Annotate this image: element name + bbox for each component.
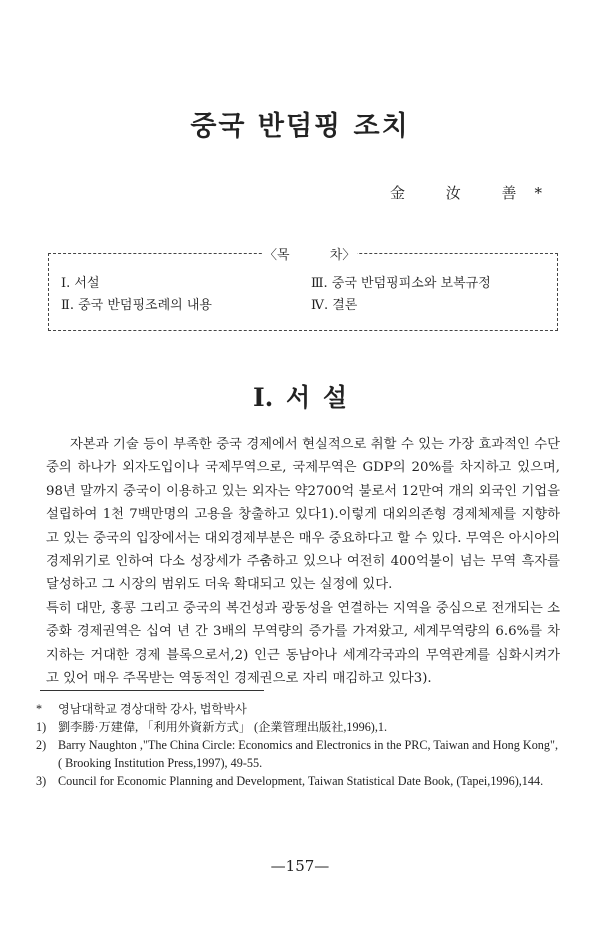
toc-item-4: Ⅳ. 결론 [311, 298, 358, 313]
footnote-divider [40, 690, 264, 691]
body-text [46, 433, 560, 690]
toc-item-2: Ⅱ. 중국 반덤핑조례의 내용 [61, 298, 212, 313]
footnote-text: 영남대학교 경상대학 강사, 법학박사 [58, 702, 247, 716]
page-title: 중국 반덤핑 조치 [190, 111, 410, 142]
page-number: —157— [270, 857, 330, 875]
footnote [36, 700, 562, 718]
footnote-mark: 2) [36, 738, 47, 752]
section-title: I. 서 설 [252, 383, 348, 412]
footnote [36, 772, 562, 790]
footnote-text: Council for Economic Planning and Development, Taiwan Statistical Date Book, (Tapei,1996),144. [58, 774, 544, 788]
paragraph-1: 자본과 기술 등이 부족한 중국 경제에서 현실적으로 취할 수 있는 가장 효과적인 수단중의 하나가 외자도입이나 국제무역으로, 국제무역은 GDP의 20%를 차지하고 있으며, 98년 말까지 중국이 이용하고 있는 외자는 약2700억 불로서 12만여 개의 외국인 기업을 설립하여 1천 7백만명의 고용을 창출하고 있다1).이렇게 대외의존형 경제체제를 지향하고 있는 중국의 입장에서는 대외경제부분은 매우 중요하다고 할 수 있다. 무역은 아시아의 경제위기로 인하여 다소 성장세가 주춤하고 있으나 여전히 400억불이 넘는 무역 흑자를 달성하고 그 시장의 범위도 더욱 확대되고 있는 실정에 있다. [46, 437, 560, 593]
author: 金 汝 善* [389, 184, 560, 202]
toc-item-1: Ⅰ. 서설 [61, 276, 100, 291]
footnote-mark: * [36, 702, 43, 716]
table-of-contents [48, 253, 558, 331]
paragraph-2: 특히 대만, 홍콩 그리고 중국의 복건성과 광동성을 연결하는 지역을 중심으로 전개되는 소중화 경제권역은 십여 년 간 3배의 무역량의 증가를 가져왔고, 세계무역량의 6.6%를 차지하는 거대한 경제 블록으로서,2) 인근 동남아나 세계각국과의 무역관계를 심화시켜가고 있어 매우 주목받는 역동적인 경제권으로 자리 매김하고 있다3). [46, 600, 560, 687]
footnote [36, 736, 562, 772]
footnote [36, 718, 562, 736]
footnotes [36, 700, 562, 790]
toc-item-3: Ⅲ. 중국 반덤핑피소와 보복규정 [311, 276, 491, 291]
footnote-mark: 3) [36, 774, 47, 788]
footnote-text: 劉李勝·万建偉, 「利用外資新方式」 (企業管理出版社,1996),1. [58, 720, 388, 734]
footnote-mark: 1) [36, 720, 47, 734]
toc-label: 〈목 차〉 [262, 244, 357, 263]
footnote-text: Barry Naughton ,"The China Circle: Economics and Electronics in the PRC, Taiwan and Hong Kong",( Brooking Institution Press,1997), 49-55. [58, 738, 558, 770]
